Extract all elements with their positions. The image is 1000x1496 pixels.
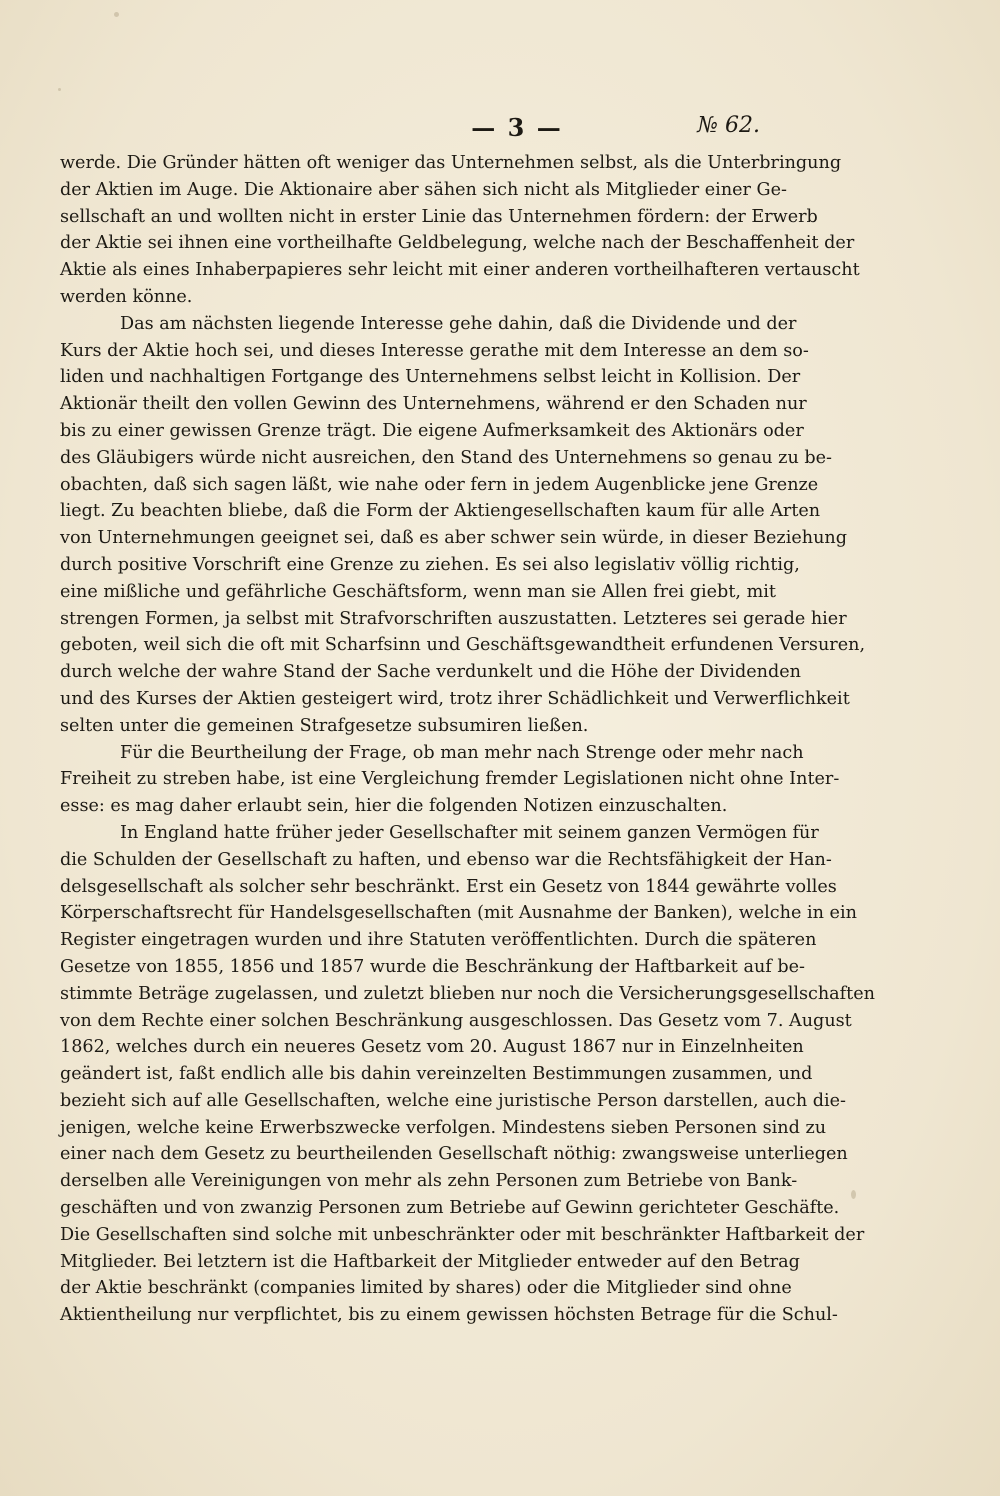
text-line: Kurs der Aktie hoch sei, und dieses Interesse gerathe mit dem Interesse an dem so- (60, 340, 809, 361)
text-line: durch positive Vorschrift eine Grenze zu ziehen. Es sei also legislativ völlig richtig, (60, 554, 800, 575)
paper-spot (58, 88, 61, 91)
text-line: Freiheit zu streben habe, ist eine Vergleichung fremder Legislationen nicht ohne Inter- (60, 769, 840, 790)
text-line: Das am nächsten liegende Interesse gehe dahin, daß die Dividende und der (120, 313, 797, 334)
text-line: esse: es mag daher erlaubt sein, hier die folgenden Notizen einzuschalten. (60, 796, 728, 817)
text-line: geändert ist, faßt endlich alle bis dahin vereinzelten Bestimmungen zusammen, und (60, 1064, 813, 1085)
text-line: der Aktien im Auge. Die Aktionaire aber sähen sich nicht als Mitglieder einer Ge- (60, 179, 787, 200)
text-line: bis zu einer gewissen Grenze trägt. Die eigene Aufmerksamkeit des Aktionärs oder (60, 420, 804, 441)
text-line: Die Gesellschaften sind solche mit unbeschränkter oder mit beschränkter Haftbarkeit der (60, 1224, 865, 1245)
body-text (60, 150, 875, 1329)
text-line: der Aktie beschränkt (companies limited by shares) oder die Mitglieder sind ohne (60, 1278, 792, 1299)
text-line: Register eingetragen wurden und ihre Statuten veröffentlichten. Durch die späteren (60, 930, 817, 951)
text-line: Mitglieder. Bei letztern ist die Haftbarkeit der Mitglieder entweder auf den Betrag (60, 1251, 800, 1272)
text-line: durch welche der wahre Stand der Sache verdunkelt und die Höhe der Dividenden (60, 662, 801, 683)
issue-number: № 62. (697, 113, 760, 138)
text-line: In England hatte früher jeder Gesellschafter mit seinem ganzen Vermögen für (120, 822, 819, 843)
text-line: obachten, daß sich sagen läßt, wie nahe oder fern in jedem Augenblicke jene Grenze (60, 474, 819, 495)
text-line: selten unter die gemeinen Strafgesetze subsumiren ließen. (60, 715, 589, 736)
paper-spot (851, 1190, 856, 1199)
text-line: liegt. Zu beachten bliebe, daß die Form der Aktiengesellschaften kaum für alle Arten (60, 501, 821, 522)
text-line: einer nach dem Gesetz zu beurtheilenden Gesellschaft nöthig: zwangsweise unterliegen (60, 1144, 848, 1165)
text-line: sellschaft an und wollten nicht in erster Linie das Unternehmen fördern: der Erwerb (60, 206, 818, 227)
text-line: die Schulden der Gesellschaft zu haften, und ebenso war die Rechtsfähigkeit der Han- (60, 849, 832, 870)
text-line: derselben alle Vereinigungen von mehr als zehn Personen zum Betriebe von Bank- (60, 1171, 798, 1192)
text-line: strengen Formen, ja selbst mit Strafvorschriften auszustatten. Letzteres sei gerade hier (60, 608, 847, 629)
text-line: werde. Die Gründer hätten oft weniger das Unternehmen selbst, als die Unterbringung (60, 153, 842, 173)
text-line: stimmte Beträge zugelassen, und zuletzt blieben nur noch die Versicherungsgesellschaften (60, 983, 875, 1004)
text-line: 1862, welches durch ein neueres Gesetz vom 20. August 1867 nur in Einzelnheiten (60, 1037, 804, 1058)
text-line: werden könne. (60, 286, 193, 307)
text-line: von Unternehmungen geeignet sei, daß es aber schwer sein würde, in dieser Beziehung (60, 528, 847, 549)
text-line: delsgesellschaft als solcher sehr beschränkt. Erst ein Gesetz von 1844 gewährte volles (60, 876, 837, 897)
text-line: Gesetze von 1855, 1856 und 1857 wurde die Beschränkung der Haftbarkeit auf be- (60, 956, 806, 977)
text-line: Aktie als eines Inhaberpapieres sehr leicht mit einer anderen vortheilhafteren vertauscht (60, 260, 860, 281)
text-line: liden und nachhaltigen Fortgange des Unternehmens selbst leicht in Kollision. Der (60, 367, 801, 388)
text-line: von dem Rechte einer solchen Beschränkung ausgeschlossen. Das Gesetz vom 7. August (60, 1010, 852, 1031)
text-line: eine mißliche und gefährliche Geschäftsform, wenn man sie Allen frei giebt, mit (60, 581, 776, 602)
page-number: — 3 — (471, 113, 563, 142)
page-header (60, 113, 760, 145)
text-line: der Aktie sei ihnen eine vortheilhafte Geldbelegung, welche nach der Beschaffenheit der (60, 233, 855, 254)
text-line: geboten, weil sich die oft mit Scharfsinn und Geschäftsgewandtheit erfundenen Versuren, (60, 635, 866, 656)
text-line: des Gläubigers würde nicht ausreichen, den Stand des Unternehmens so genau zu be- (60, 447, 832, 468)
paper-spot (114, 12, 119, 17)
text-line: Körperschaftsrecht für Handelsgesellschaften (mit Ausnahme der Banken), welche in ein (60, 903, 857, 924)
text-line: geschäften und von zwanzig Personen zum Betriebe auf Gewinn gerichteter Geschäfte. (60, 1198, 840, 1219)
text-line: Aktionär theilt den vollen Gewinn des Unternehmens, während er den Schaden nur (60, 394, 807, 415)
text-line: Für die Beurtheilung der Frage, ob man mehr nach Strenge oder mehr nach (120, 742, 804, 763)
text-line: Aktientheilung nur verpflichtet, bis zu einem gewissen höchsten Betrage für die Schul- (60, 1305, 838, 1326)
text-line: und des Kurses der Aktien gesteigert wird, trotz ihrer Schädlichkeit und Verwerflichkeit (60, 688, 850, 709)
text-line: jenigen, welche keine Erwerbszwecke verfolgen. Mindestens sieben Personen sind zu (60, 1117, 827, 1138)
text-line: bezieht sich auf alle Gesellschaften, welche eine juristische Person darstellen, auch die- (60, 1090, 846, 1111)
